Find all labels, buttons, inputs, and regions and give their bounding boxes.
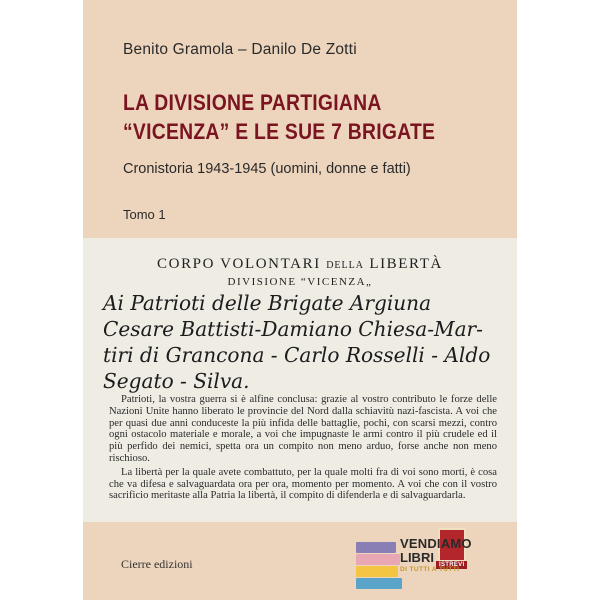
historic-document-image — [83, 238, 517, 522]
badge-tagline: DI TUTTI A TUTTI — [400, 566, 460, 573]
title-line-2: “VICENZA” E LE SUE 7 BRIGATE — [123, 119, 436, 144]
book-title — [123, 88, 435, 146]
badge-line-2: LIBRI — [400, 550, 434, 565]
publisher: Cierre edizioni — [121, 557, 193, 571]
document-paragraph: La libertà per la quale avete combattuto, per la quale molti fra di voi sono morti, è cosa che va difesa e salvaguardata ora per ora, momento per momento. A voi che con il vostro sacrificio meritaste alla Patria la libertà, il compito di difenderla e di salvaguardarla. — [109, 466, 497, 502]
heading-part-2: LIBERTÀ — [369, 256, 443, 272]
vendiamo-libri-badge — [356, 528, 516, 598]
script-line: Ai Patrioti delle Brigate Argiuna — [103, 291, 432, 315]
badge-line-1: VENDIAMO — [400, 536, 472, 551]
title-line-1: LA DIVISIONE PARTIGIANA — [123, 90, 382, 115]
document-body — [109, 394, 497, 504]
volume-label: Tomo 1 — [123, 207, 166, 222]
document-paragraph: Patrioti, la vostra guerra si è alfine conclusa: grazie al vostro contributo le forze delle Nazioni Unite hanno liberato le provincie del Nord dalla schiavitù nazi-fascista. A voi che per quasi due anni conduceste la più infida delle battaglie, pochi, con scarsi mezzi, contro ogni ostacolo materiale e morale, a voi che impugnaste le armi contro il più crudele ed il più perfido dei nemici, spetta ora un compito non meno arduo, forse anche non meno rischioso. — [109, 394, 497, 464]
authors: Benito Gramola – Danilo De Zotti — [123, 41, 357, 58]
book-cover — [83, 0, 517, 600]
script-line: tiri di Grancona - Carlo Rosselli - Aldo — [103, 343, 491, 367]
document-heading — [83, 256, 517, 273]
document-subheading: DIVISIONE “VICENZA„ — [227, 276, 373, 288]
subtitle: Cronistoria 1943-1945 (uomini, donne e fatti) — [123, 161, 411, 177]
script-line: Cesare Battisti-Damiano Chiesa-Mar- — [103, 317, 483, 341]
heading-part-1: CORPO VOLONTARI — [157, 256, 321, 272]
istrevi-label: ISTREVI — [436, 561, 467, 569]
script-line: Segato - Silva. — [103, 369, 250, 393]
heading-small: DELLA — [326, 260, 364, 271]
handwritten-address — [103, 290, 490, 394]
